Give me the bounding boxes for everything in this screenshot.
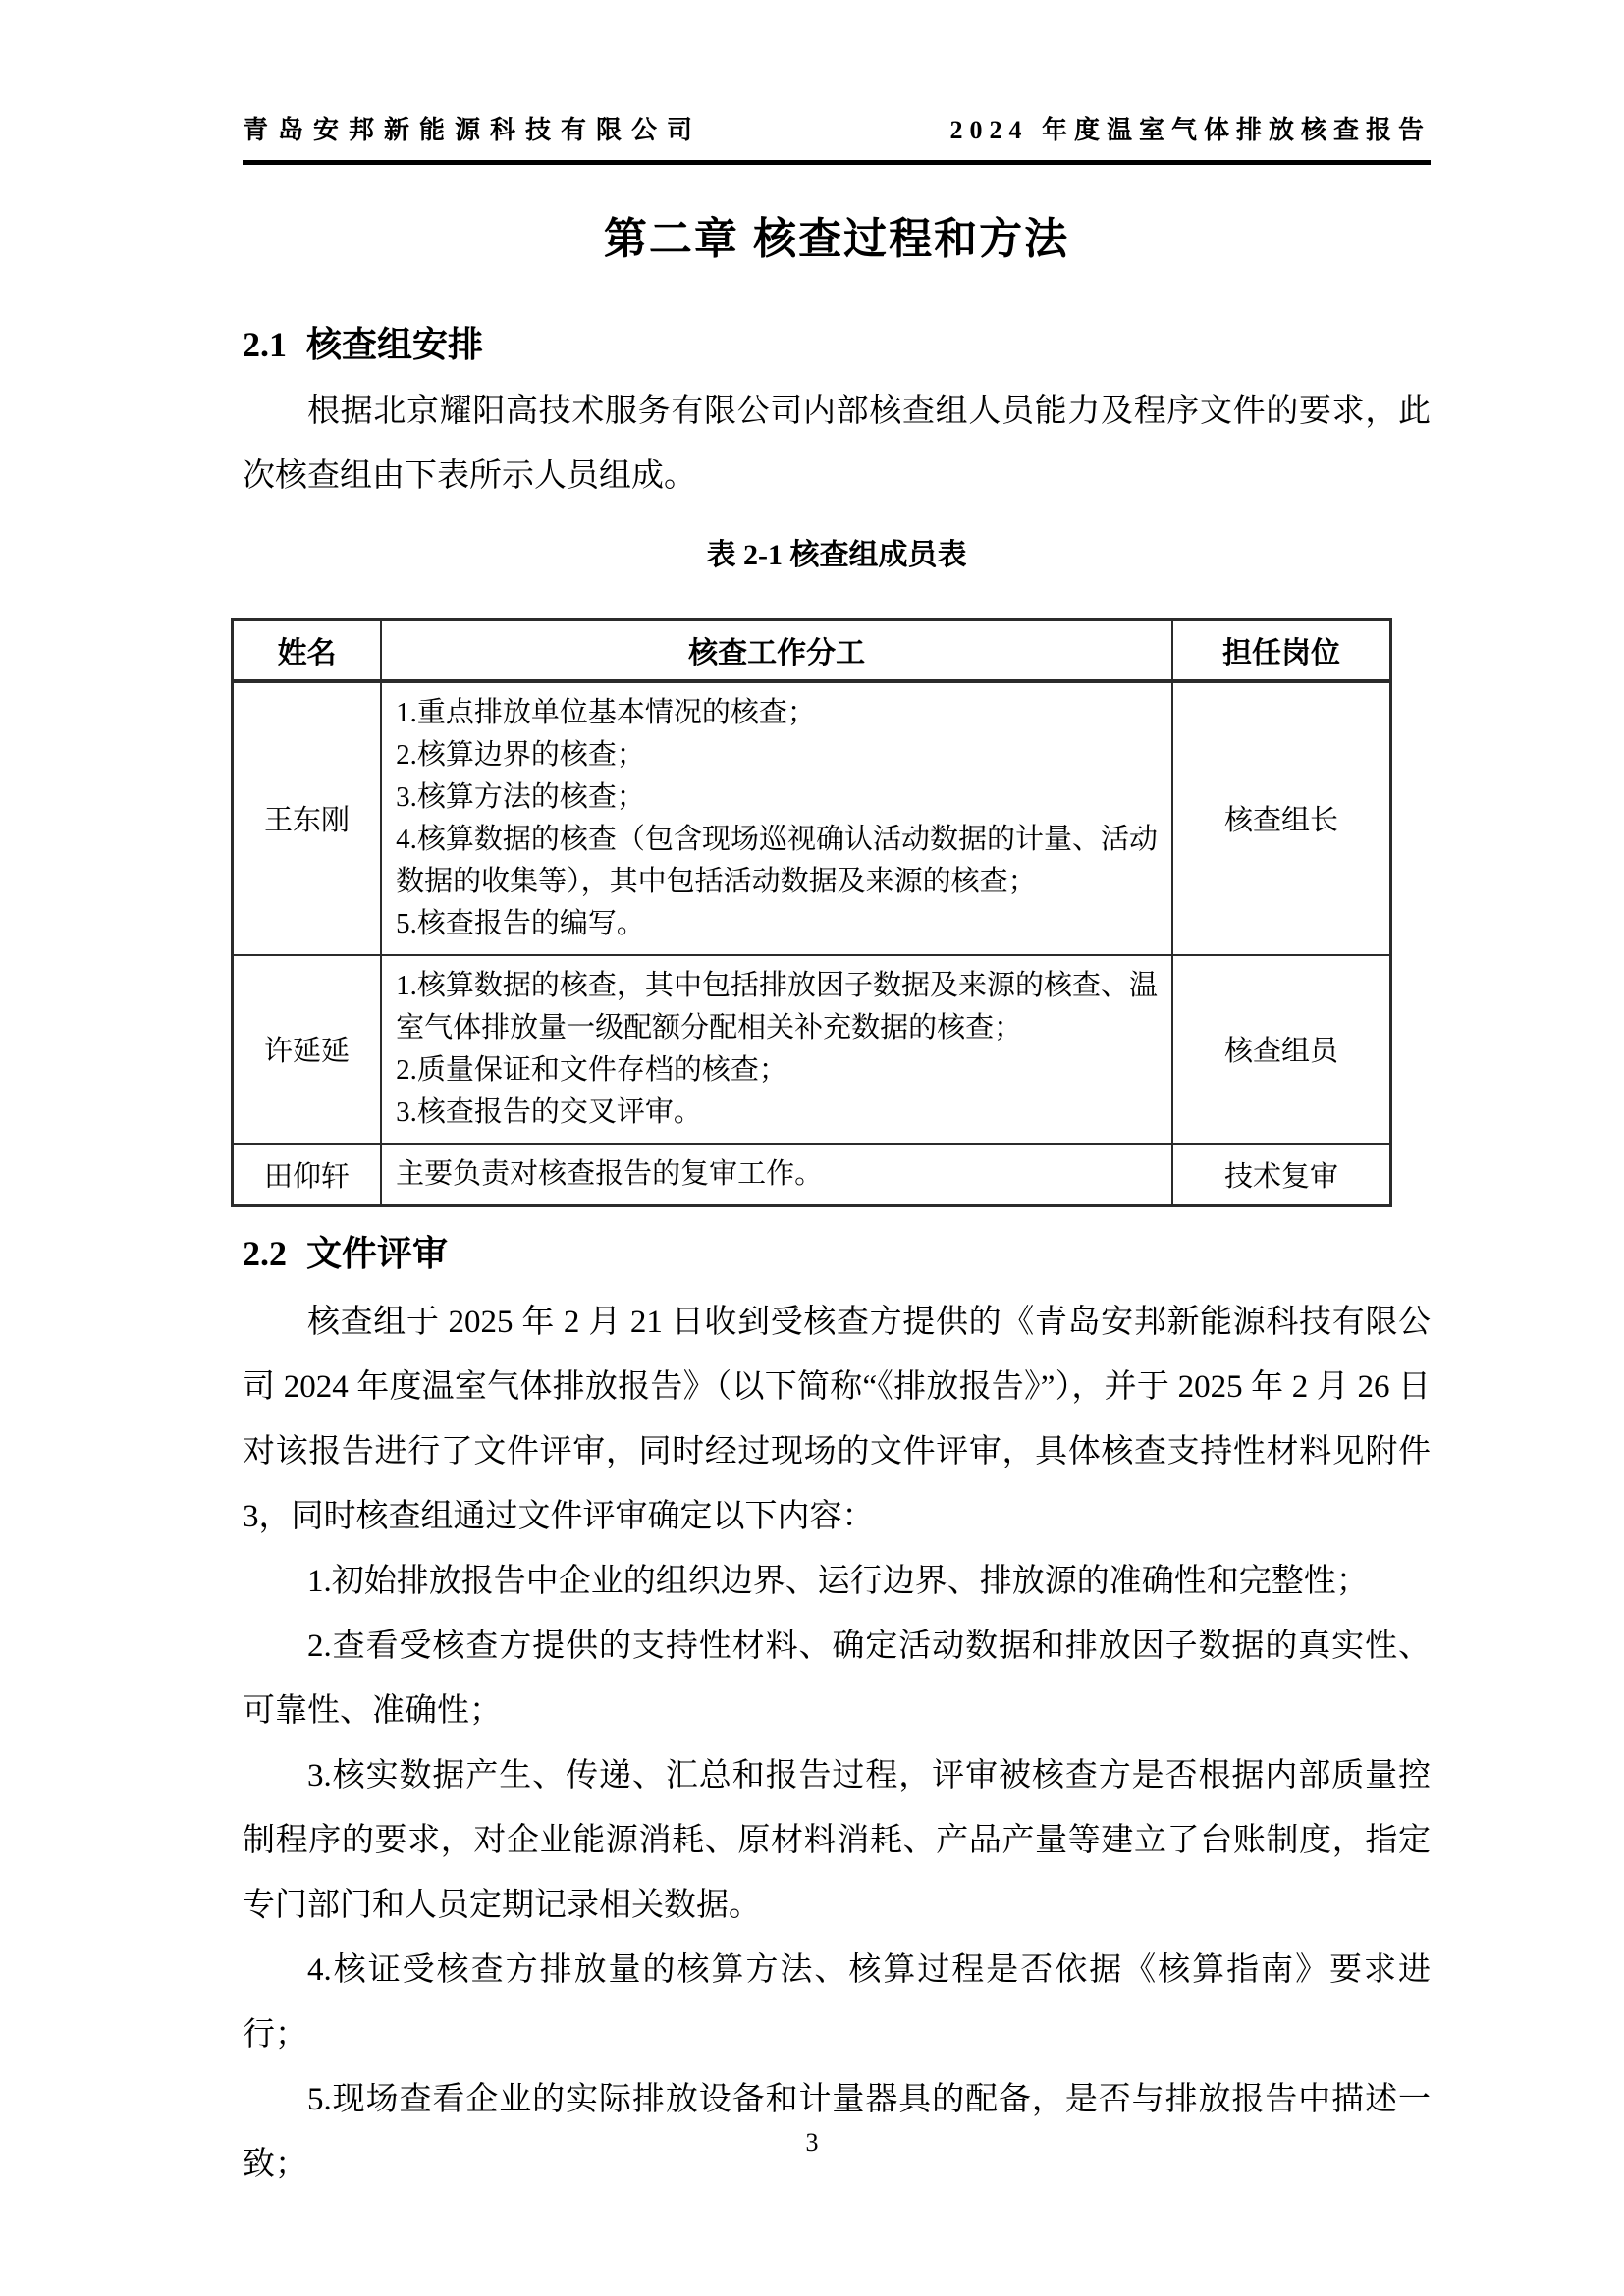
member-role: 核查组长 — [1172, 681, 1390, 955]
section-2-2-body — [243, 1290, 1431, 2197]
col-header-role: 担任岗位 — [1172, 620, 1390, 681]
members-table — [231, 618, 1392, 1207]
duty-item: 3.核查报告的交叉评审。 — [396, 1095, 702, 1128]
member-name: 王东刚 — [233, 681, 382, 955]
paragraph: 1.初始排放报告中企业的组织边界、运行边界、排放源的准确性和完整性； — [307, 1563, 1369, 1599]
paragraph: 根据北京耀阳高技术服务有限公司内部核查组人员能力及程序文件的要求，此次核查组由下表所示人员组成。 — [243, 394, 1431, 494]
header-report-title: 2024 年度温室气体排放核查报告 — [949, 116, 1431, 144]
duty-item: 主要负责对核查报告的复审工作。 — [396, 1157, 824, 1190]
duty-item: 1.重点排放单位基本情况的核查； — [396, 696, 816, 728]
page-number: 3 — [805, 2128, 819, 2157]
member-name: 许延延 — [233, 955, 382, 1144]
section-title: 文件评审 — [306, 1233, 449, 1273]
table-caption: 表 2-1 核查组成员表 — [706, 539, 967, 571]
paragraph: 2.查看受核查方提供的支持性材料、确定活动数据和排放因子数据的真实性、可靠性、准确性； — [243, 1628, 1431, 1729]
section-title: 核查组安排 — [306, 325, 484, 364]
table-row — [233, 1144, 1391, 1206]
table-row — [233, 955, 1391, 1144]
col-header-duty: 核查工作分工 — [381, 620, 1172, 681]
header-company-name: 青岛安邦新能源科技有限公司 — [243, 116, 703, 144]
member-role: 技术复审 — [1172, 1144, 1390, 1206]
section-heading-2-2 — [243, 1233, 1431, 1274]
paragraph: 3.核实数据产生、传递、汇总和报告过程，评审被核查方是否根据内部质量控制程序的要求，对企业能源消耗、原材料消耗、产品产量等建立了台账制度，指定专门部门和人员定期记录相关数据。 — [243, 1757, 1431, 1923]
paragraph: 核查组于 2025 年 2 月 21 日收到受核查方提供的《青岛安邦新能源科技有限公司 2024 年度温室气体排放报告》（以下简称“《排放报告》”），并于 2025 年 2 月 26 日对该报告进行了文件评审，同时经过现场的文件评审，具体核查支持性材料见附件 3，同时核查组通过文件评审确定以下内容： — [243, 1304, 1431, 1534]
col-header-name: 姓名 — [233, 620, 382, 681]
duty-item: 4.核算数据的核查（包含现场巡视确认活动数据的计量、活动数据的收集等），其中包括活动数据及来源的核查； — [396, 823, 1159, 897]
member-role: 核查组员 — [1172, 955, 1390, 1144]
duty-item: 5.核查报告的编写。 — [396, 907, 645, 939]
header-rule — [243, 160, 1431, 165]
member-duties — [381, 1144, 1172, 1206]
member-name: 田仰轩 — [233, 1144, 382, 1206]
duty-item: 3.核算方法的核查； — [396, 780, 645, 813]
paragraph: 5.现场查看企业的实际排放设备和计量器具的配备，是否与排放报告中描述一致； — [243, 2081, 1431, 2182]
section-number: 2.1 — [243, 325, 287, 364]
section-2-1-body — [243, 379, 1431, 508]
member-duties — [381, 955, 1172, 1144]
running-header — [243, 114, 1431, 147]
duty-item: 2.质量保证和文件存档的核查； — [396, 1053, 787, 1086]
paragraph: 4.核证受核查方排放量的核算方法、核算过程是否依据《核算指南》要求进行； — [243, 1951, 1431, 2053]
duty-item: 2.核算边界的核查； — [396, 738, 645, 771]
table-header-row — [233, 620, 1391, 681]
chapter-title: 第二章 核查过程和方法 — [603, 215, 1070, 263]
section-number: 2.2 — [243, 1233, 287, 1273]
member-duties — [381, 681, 1172, 955]
duty-item: 1.核算数据的核查，其中包括排放因子数据及来源的核查、温室气体排放量一级配额分配相关补充数据的核查； — [396, 969, 1159, 1043]
table-row — [233, 681, 1391, 955]
section-heading-2-1 — [243, 324, 1431, 365]
